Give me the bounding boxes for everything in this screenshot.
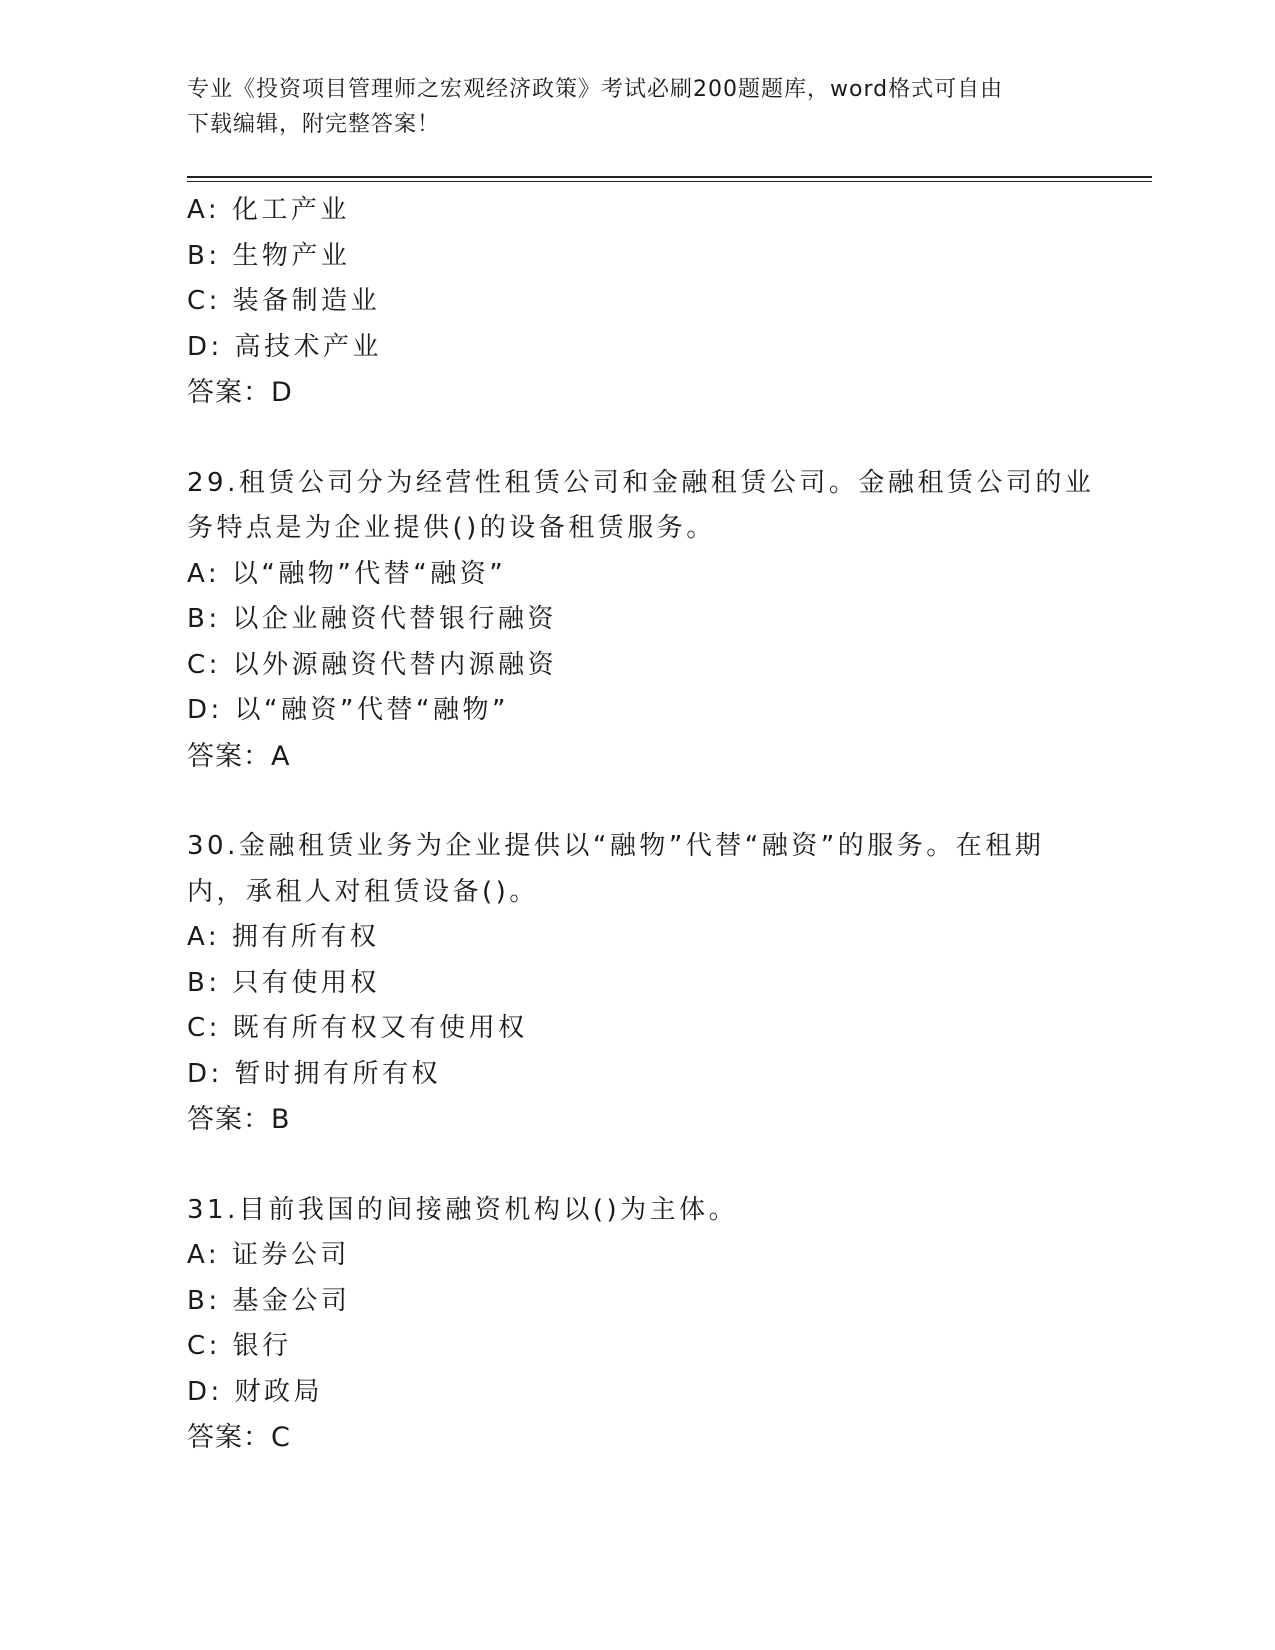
question-30 <box>187 824 1087 1143</box>
option-d: D: 暂时拥有所有权 <box>187 1058 442 1089</box>
header-line-2: 下载编辑，附完整答案！ <box>187 112 441 137</box>
question-29 <box>187 461 1095 780</box>
document-header <box>187 72 1087 142</box>
option-b: B: 基金公司 <box>187 1285 351 1316</box>
question-list <box>187 188 1095 1461</box>
header-divider-thin <box>187 181 1152 182</box>
spacer <box>187 779 1087 824</box>
question-stem-line-1: 29.租赁公司分为经营性租赁公司和金融租赁公司。金融租赁公司的业 <box>187 467 1095 498</box>
question-stem-line-2: 内，承租人对租赁设备()。 <box>187 876 539 907</box>
option-a: A: 拥有所有权 <box>187 922 380 952</box>
option-c: C: 以外源融资代替内源融资 <box>187 649 558 680</box>
question-stem-line-1: 30.金融租赁业务为企业提供以“融物”代替“融资”的服务。在租期 <box>187 831 1045 861</box>
answer-line: 答案：B <box>187 1104 291 1135</box>
option-d: D: 以“融资”代替“融物” <box>187 695 509 725</box>
option-a: A: 以“融物”代替“融资” <box>187 558 507 589</box>
option-c: C: 银行 <box>187 1331 292 1361</box>
question-31 <box>187 1188 1087 1461</box>
question-stem-line-1: 31.目前我国的间接融资机构以()为主体。 <box>187 1194 739 1225</box>
option-b: B: 生物产业 <box>187 240 351 271</box>
option-d: D: 财政局 <box>187 1376 324 1407</box>
answer-line: 答案：A <box>187 740 291 772</box>
option-c: C: 既有所有权又有使用权 <box>187 1013 528 1043</box>
answer-line: 答案：D <box>187 377 293 408</box>
question-stem-line-2: 务特点是为企业提供()的设备租赁服务。 <box>187 513 716 543</box>
option-a: A: 化工产业 <box>187 195 350 225</box>
option-b: B: 以企业融资代替银行融资 <box>187 604 557 634</box>
spacer <box>187 1143 1087 1188</box>
option-a: A: 证券公司 <box>187 1240 350 1270</box>
option-d: D: 高技术产业 <box>187 331 383 362</box>
question-28 <box>187 188 1087 416</box>
header-divider-thick <box>187 176 1152 178</box>
option-b: B: 只有使用权 <box>187 967 380 998</box>
answer-line: 答案：C <box>187 1422 291 1453</box>
option-c: C: 装备制造业 <box>187 286 381 316</box>
spacer <box>187 416 1087 461</box>
header-line-1: 专业《投资项目管理师之宏观经济政策》考试必刷200题题库，word格式可自由 <box>187 77 1004 102</box>
